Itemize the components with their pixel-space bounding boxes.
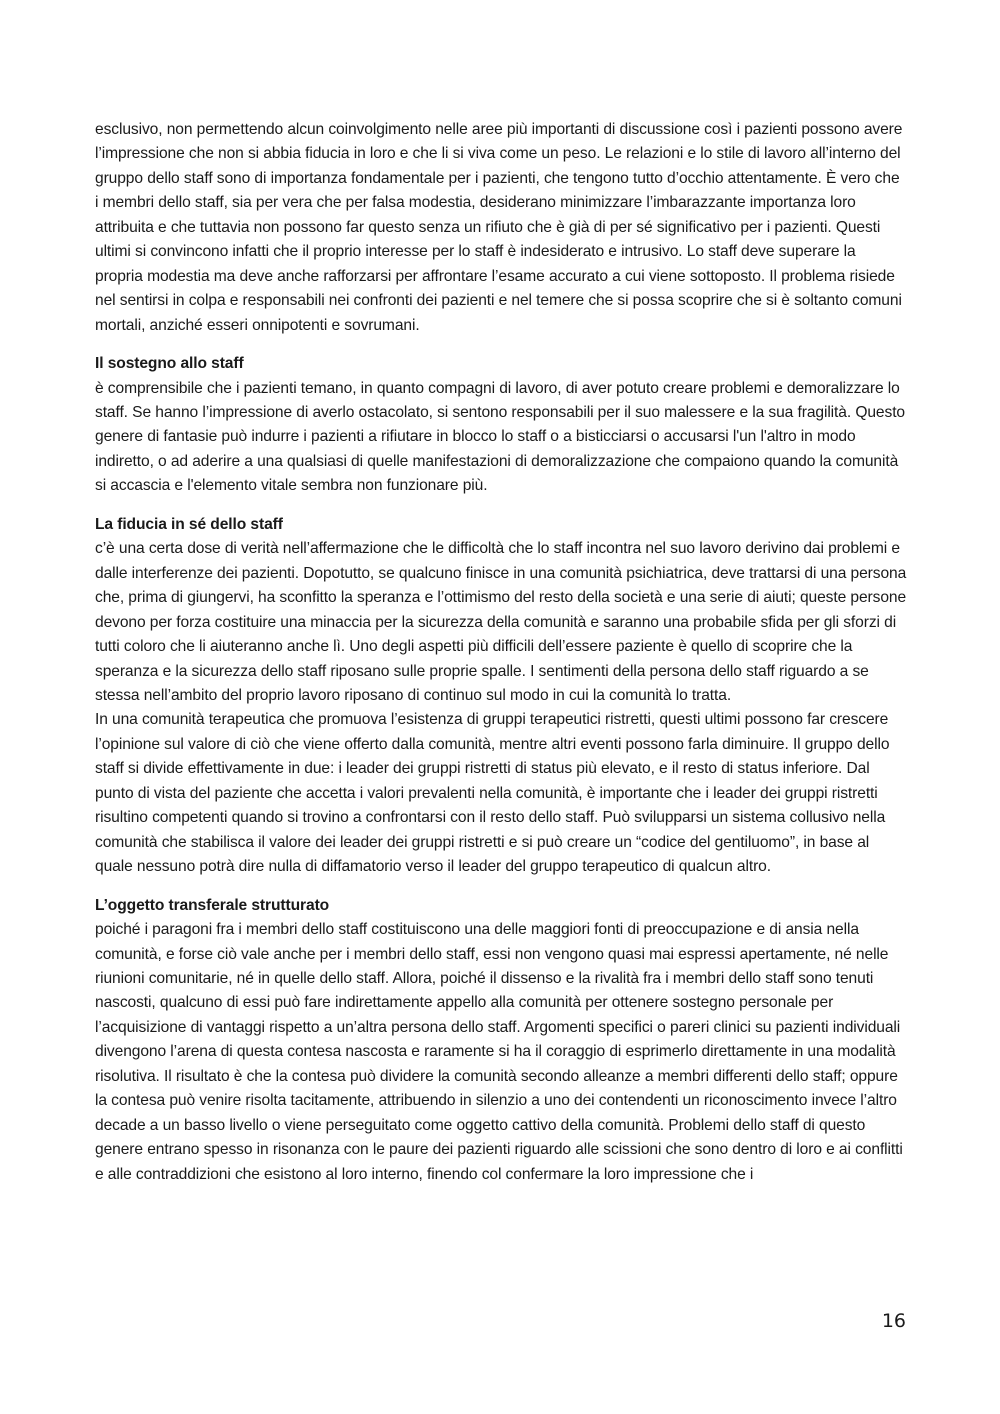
section-heading-fiducia: La fiducia in sé dello staff [95,515,283,533]
paragraph-oggetto-transferale: poiché i paragoni fra i membri dello staff costituiscono una delle maggiori fonti di preoccupazione e di ansia nella comunità, e forse ciò vale anche per i membri dello staff, essi non vengono quasi mai espressi apertamente, né nelle riunioni comunitarie, né in quelle dello staff. Allora, poiché il dissenso e la rivalità fra i membri dello staff sono tenuti nascosti, qualcuno di essi può fare indirettamente appello alla comunità per ottenere sostegno personale per l’acquisizione di vantaggi rispetto a un’altra persona dello staff. Argomenti specifici o pareri clinici su pazienti individuali divengono l’arena di questa contesa nascosta e raramente si ha il coraggio di esprimerlo direttamente in una modalità risolutiva. Il risultato è che la contesa può dividere la comunità secondo alleanze a membri differenti dello staff; oppure la contesa può venire risolta tacitamente, attribuendo in silenzio a uno dei contendenti un riconoscimento invece l’altro decade a un basso livello o viene perseguitato come oggetto cattivo della comunità. Problemi dello staff di questo genere entrano spesso in risonanza con le paure dei pazienti riguardo alle scissioni che sono dentro di loro e ai conflitti e alle contraddizioni che esistono al loro interno, finendo col confermare la loro impressione che i [95,921,903,1183]
document-body [95,118,907,1187]
section-heading-oggetto-transferale: L’oggetto transferale strutturato [95,896,330,914]
paragraph-intro: esclusivo, non permettendo alcun coinvolgimento nelle aree più importanti di discussione così i pazienti possono avere l’impressione che non si abbia fiducia in loro e che li si viva come un peso. Le relazioni e lo stile di lavoro all’interno del gruppo dello staff sono di importanza fondamentale per i pazienti, che tengono tutto d’occhio attentamente. È vero che i membri dello staff, sia per vera che per falsa modestia, desiderano minimizzare l’imbarazzante importanza loro attribuita e che tuttavia non possono far questo senza un rifiuto che è già di per sé significativo per i pazienti. Questi ultimi si convincono infatti che il proprio interesse per lo staff è indesiderato e intrusivo. Lo staff deve superare la propria modestia ma deve anche rafforzarsi per affrontare l’esame accurato a cui viene sottoposto. Il problema risiede nel sentirsi in colpa e responsabili nei confronti dei pazienti e nel temere che si possa scoprire che si è soltanto comuni mortali, anziché esseri onnipotenti e sovrumani. [95,121,903,334]
paragraph-fiducia: c’è una certa dose di verità nell’affermazione che le difficoltà che lo staff incontra nel suo lavoro derivino dai problemi e dalle interferenze dei pazienti. Dopotutto, se qualcuno finisce in una comunità psichiatrica, deve trattarsi di una persona che, prima di giungervi, ha sconfitto la speranza e l’ottimismo del resto della società e una serie di aiuti; queste persone devono per forza costituire una minaccia per la sicurezza della comunità e saranno una probabile sfida per gli sforzi di tutti coloro che li aiuteranno anche lì. Uno degli aspetti più difficili dell’essere paziente è quello di scoprire che la speranza e la sicurezza dello staff riposano sulle proprie spalle. I sentimenti della persona dello staff riguardo a se stessa nell’ambito del proprio lavoro riposano di continuo sul modo in cui la comunità lo tratta. [95,540,907,704]
paragraph-sostegno: è comprensibile che i pazienti temano, in quanto compagni di lavoro, di aver potuto creare problemi e demoralizzare lo staff. Se hanno l’impressione di averlo ostacolato, si sentono responsabili per il suo malessere e la sua fragilità. Questo genere di fantasie può indurre i pazienti a rifiutare in blocco lo staff o a bisticciarsi o accusarsi l'un l'altro in modo indiretto, o ad aderire a una qualsiasi di quelle manifestazioni di demoralizzazione che compaiono quando la comunità si accascia e l'elemento vitale sembra non funzionare più. [95,379,905,495]
paragraph-comunita-terapeutica: In una comunità terapeutica che promuova l’esistenza di gruppi terapeutici ristretti, questi ultimi possono far crescere l’opinione sul valore di ciò che viene offerto dalla comunità, mentre altri eventi possono farla diminuire. Il gruppo dello staff si divide effettivamente in due: i leader dei gruppi ristretti di status più elevato, e il resto di status inferiore. Dal punto di vista del paziente che accetta i valori prevalenti nella comunità, è importante che i leader dei gruppi ristretti risultino competenti quando si trovino a confrontarsi con il resto dello staff. Può svilupparsi un sistema collusivo nella comunità che stabilisca il valore dei leader dei gruppi ristretti e si può creare un “codice del gentiluomo”, in base al quale nessuno potrà dire nulla di diffamatorio verso il leader del gruppo terapeutico di qualcun altro. [95,711,890,876]
section-heading-sostegno: Il sostegno allo staff [95,355,244,373]
page-number: 16 [881,1310,906,1332]
